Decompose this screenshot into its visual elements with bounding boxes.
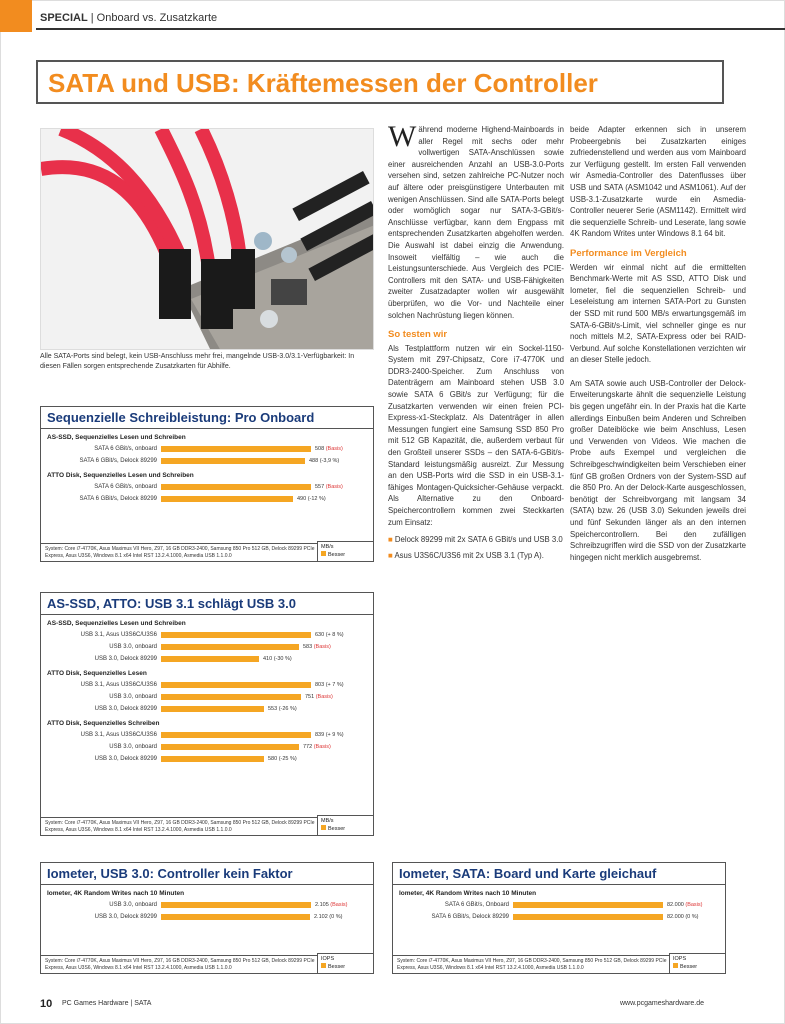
bar-label: USB 3.0, Delock 89299	[94, 756, 157, 762]
bar	[513, 914, 663, 920]
bar	[161, 756, 264, 762]
chart-group-label: Iometer, 4K Random Writes nach 10 Minuten	[399, 890, 537, 897]
chart-legend	[669, 953, 725, 973]
bar	[161, 706, 264, 712]
bar-value-label: 490 (-12 %)	[297, 496, 326, 502]
legend-better: Besser	[321, 551, 370, 559]
bar-value-label: 803 (+ 7 %)	[315, 682, 344, 688]
bar-label: SATA 6 GBit/s, Delock 89299	[79, 496, 157, 502]
chart-group-label: ATTO Disk, Sequenzielles Schreiben	[47, 720, 160, 727]
bar	[161, 496, 293, 502]
chart-group-label: AS-SSD, Sequenzielles Lesen und Schreiben	[47, 434, 186, 441]
bar-note: (Basis)	[328, 902, 348, 908]
chart-group-label: AS-SSD, Sequenzielles Lesen und Schreiben	[47, 620, 186, 627]
col3-paragraph-3: Am SATA sowie auch USB-Controller der Delock-Erweiterungskarte ähnlt die sequenzielle Leistung bis gegen ungefähr ein. In der Praxis hat die Karte allerdings Einbußen beim Anderen und Schreiben großer Dateiblöcke wie beim Anschluss, Lesen und Verwenden von Videos. Wie machen die Probe aufs Exempel und vergleichen die Schreibgeschwindigkeiten beim Verschieben einer fünf GB großen Ordners von der System-SSD auf die 850 Pro. An der Delock-Karte ausgeschlossen, benötigt der Schreibvorgang mit langsam 34 (SATA) bzw. 26 (USB 3.0) Sekunden jeweils drei und fünf Sekunden länger als an den internen Speichercontrollern. Bei den zufälligen Schreibzugriffen wird die SSD von der Zusatzkarte hingegen nicht merklich ausgebremst.	[570, 378, 746, 562]
col2-paragraph-2: Als Testplattform nutzen wir ein Sockel-1150-System mit Z97-Chipsatz, Core i7-4770K und DDR3-2400-Speicher. Zum Anschluss von Datenträgern am Mainboard stehen USB 3.0 sowie SATA 6 GBit/s zur Verfügung; für die Zusatzkarten verwenden wir einen freien PCI-Express-x1-Steckplatz. Als Datenträger in allen Messungen fungiert eine Samsung SSD 850 Pro mit 512 GB Kapazität, die, außerdem verbaut für den Großteil unserer SSDs – den SATA-6-GBit/s-Standard leistungsmäßig ausreizt. Zur Messung an den USB-Ports wird die SSD in ein USB-3.1-fähiges Montagen-Quicksicher-Gehäuse verpackt. Als Alternative zu den Onboard-Speichercontrollern kommen zwei Steckkarten zum Einsatz:	[388, 343, 564, 527]
article-title: SATA und USB: Kräftemessen der Controller	[48, 68, 598, 98]
body-column-2	[388, 120, 564, 561]
chart-row	[41, 753, 373, 765]
chart-title: Sequenzielle Schreibleistung: Pro Onboard	[41, 407, 373, 429]
bar	[161, 914, 310, 920]
legend-better: Besser	[321, 963, 370, 971]
chart-sequential-write	[40, 406, 374, 562]
legend-swatch	[321, 825, 326, 830]
subhead-test-setup: So testen wir	[388, 329, 448, 341]
col3-paragraph-2: Werden wir einmal nicht auf die ermittelten Benchmark-Werte mit AS SSD, ATTO Disk und Iometer, fiel die sequenziellen Schreib- und Leseleistung am internen SATA-Port zu Gunsten der SSD mit rund 500 MB/s erwartungsgemäß im SATA-6-GBit/s-Limit, viel schneller ginge es nur noch mittels M.2, SATA-Express oder bei RAID-Verbund. Auf solche Konstellationen verzichten wir an dieser Stelle jedoch.	[570, 262, 746, 365]
chart-title: Iometer, USB 3.0: Controller kein Faktor	[41, 863, 373, 885]
bar-value-label: 82.000 (Basis)	[667, 902, 703, 908]
bar-value-label: 583 (Basis)	[303, 644, 331, 650]
hero-photo	[40, 128, 374, 350]
chart-row	[41, 679, 373, 691]
legend-unit: MB/s	[321, 818, 334, 824]
chart-iometer-usb	[40, 862, 374, 974]
legend-better: Besser	[321, 825, 370, 833]
bar	[161, 458, 305, 464]
bar	[161, 644, 299, 650]
bar-value-label: 553 (-26 %)	[268, 706, 297, 712]
chart-row	[41, 481, 373, 493]
bar-note: (Basis)	[683, 902, 703, 908]
bar-value-label: 410 (-30 %)	[263, 656, 292, 662]
page-number: 10	[40, 998, 53, 1010]
chart-as-ssd-atto-usb	[40, 592, 374, 836]
bar-value-label: 488 (-3,9 %)	[309, 458, 340, 464]
chart-row	[41, 443, 373, 455]
bar-label: USB 3.1, Asus U3S6C/U3S6	[80, 632, 157, 638]
chart-row	[41, 493, 373, 505]
section-tab	[0, 0, 32, 32]
bullet-item-2: ■ Asus U3S6C/U3S6 mit 2x USB 3.1 (Typ A).	[388, 550, 544, 560]
bar	[161, 656, 259, 662]
bullet-icon: ■	[388, 550, 395, 560]
legend-better: Besser	[673, 963, 722, 971]
bar-value-label: 82.000 (0 %)	[667, 914, 699, 920]
bar	[161, 446, 311, 452]
footer-website[interactable]: www.pcgameshardware.de	[620, 1000, 705, 1007]
bar	[161, 484, 311, 490]
chart-row	[41, 899, 373, 911]
bar	[161, 682, 311, 688]
title-box	[36, 60, 724, 104]
bar-label: SATA 6 GBit/s, Onboard	[444, 902, 509, 908]
bar-note: (Basis)	[312, 744, 331, 750]
bar	[161, 902, 311, 908]
col3-paragraph-1: beide Adapter erkennen sich in unserem Probeergebnis bei Zusatzkarten einiges zufriedenstellend und werden aus vom Mainboard zur Verfügung gestellt. Im ersten Fall verwenden wir Asmedia-Controller des Datenflusses über USB und SATA (ASM1042 und ASM1061). Auf der USB-3.1-Zusatzkarte wurde ein Asmedia-Controller neuerer Serie (ASM1142). Ermittelt wird die sequenzielle Schreib- und Leserate, lang sowie 4K Random Writes unter Windows 8.1 64 bit.	[570, 125, 746, 239]
chart-footnote: System: Core i7-4770K, Asus Maximus VII Hero, Z97, 16 GB DDR3-2400, Samsung 850 Pro 512 GB, Delock 89299 PCIe Express, Asus U3S6, Windows 8.1 x64 Intel RST 13.2.4.1000, Asmedia USB 1.1.0.0	[41, 543, 319, 561]
legend-swatch	[321, 963, 326, 968]
chart-group-label: Iometer, 4K Random Writes nach 10 Minuten	[47, 890, 185, 897]
chart-row	[41, 629, 373, 641]
bar	[161, 732, 311, 738]
body-column-3	[570, 124, 746, 563]
bullet-icon: ■	[388, 535, 395, 545]
chart-title: Iometer, SATA: Board und Karte gleichauf	[393, 863, 725, 885]
chart-footnote: System: Core i7-4770K, Asus Maximus VII Hero, Z97, 16 GB DDR3-2400, Samsung 850 Pro 512 GB, Delock 89299 PCIe Express, Asus U3S6, Windows 8.1 x64 Intel RST 13.2.4.1000, Asmedia USB 1.1.0.0	[393, 955, 671, 973]
chart-row	[41, 455, 373, 467]
chart-row	[41, 641, 373, 653]
bar-label: USB 3.0, onboard	[109, 744, 157, 750]
chart-legend	[317, 815, 373, 835]
photo-caption: Alle SATA-Ports sind belegt, kein USB-Anschluss mehr frei, mangelnde USB-3.0/3.1-Verfügbarkeit: In diesen Fällen sorgen entsprechende Zusatzkarten für Abhilfe.	[40, 353, 355, 370]
bar-note: (Basis)	[324, 484, 343, 490]
bullet-item-1: ■ Delock 89299 mit 2x SATA 6 GBit/s und USB 3.0	[388, 535, 563, 545]
chart-row	[41, 691, 373, 703]
bar	[161, 744, 299, 750]
legend-unit: MB/s	[321, 544, 334, 550]
bar-label: SATA 6 GBit/s, Delock 89299	[79, 458, 157, 464]
bar-label: USB 3.0, Delock 89299	[94, 706, 157, 712]
chart-title: AS-SSD, ATTO: USB 3.1 schlägt USB 3.0	[41, 593, 373, 615]
bar-label: SATA 6 GBit/s, onboard	[94, 446, 157, 452]
bar-value-label: 508 (Basis)	[315, 446, 343, 452]
chart-row	[41, 653, 373, 665]
running-header: SPECIAL | Onboard vs. Zusatzkarte	[40, 12, 218, 24]
bar-label: USB 3.0, onboard	[109, 644, 157, 650]
legend-swatch	[321, 551, 326, 556]
chart-row	[41, 911, 373, 923]
col2-paragraph-1: ährend moderne Highend-Mainboards in aller Regel mit sechs oder mehr vollwertigen SATA-Anschlüssen sowie einer ausreichenden Anzahl an USB-3.0-Ports versehen sind, setzen zahlreiche PC-Nutzer noch auf ältere oder preisgünstigere Unterbauten mit wenigen Anschlüssen. Sind alle SATA-Ports belegt oder womöglich sogar nur SATA-3-GBit/s-Anschlüsse verfügbar, kann dem Engpass mit entsprechenden Zusatzkarten abgeholfen werden. Die Auswahl ist dabei einzig die Anwendung. Insoweit vielfältig – wie auch die Leistungsunterschiede. Aus Vergleich des PCIE-Controllers mit den SATA- und USB-Fähigkeiten zweiter Zusatzadapter wollen wir ausgewählt überprüfen, wo die Vor- und Nachteile einer solchen Nachrüstung liegen können.	[388, 125, 564, 320]
bar-label: USB 3.0, onboard	[109, 694, 157, 700]
chart-row	[41, 741, 373, 753]
bar-value-label: 751 (Basis)	[305, 694, 333, 700]
bar-value-label: 2.102 (0 %)	[314, 914, 343, 920]
chart-group-label: ATTO Disk, Sequenzielles Lesen und Schreiben	[47, 472, 194, 479]
subhead-performance: Performance im Vergleich	[570, 247, 687, 259]
chart-iometer-sata	[392, 862, 726, 974]
legend-unit: IOPS	[321, 956, 335, 962]
bar-label: USB 3.1, Asus U3S6C/U3S6	[80, 682, 157, 688]
chart-row	[41, 703, 373, 715]
chart-row	[393, 911, 725, 923]
legend-unit: IOPS	[673, 956, 687, 962]
bar-value-label: 2.105 (Basis)	[315, 902, 348, 908]
bar-note: (Basis)	[312, 644, 331, 650]
bar-value-label: 630 (+ 8 %)	[315, 632, 344, 638]
bar	[513, 902, 663, 908]
bar-value-label: 839 (+ 9 %)	[315, 732, 344, 738]
bar	[161, 694, 301, 700]
bar-label: SATA 6 GBit/s, onboard	[94, 484, 157, 490]
bar-value-label: 557 (Basis)	[315, 484, 343, 490]
bar-label: USB 3.1, Asus U3S6C/U3S6	[80, 732, 157, 738]
chart-group-label: ATTO Disk, Sequenzielles Lesen	[47, 670, 147, 677]
bar-value-label: 772 (Basis)	[303, 744, 331, 750]
bar-label: USB 3.0, Delock 89299	[94, 914, 157, 920]
footer-publication: PC Games Hardware | SATA	[62, 1000, 152, 1007]
chart-legend	[317, 541, 373, 561]
header-rule	[36, 28, 785, 30]
chart-row	[393, 899, 725, 911]
chart-legend	[317, 953, 373, 973]
bar-note: (Basis)	[314, 694, 333, 700]
bar-label: SATA 6 GBit/s, Delock 89299	[431, 914, 509, 920]
chart-row	[41, 729, 373, 741]
mainboard-photo-illustration	[41, 129, 374, 350]
bar-note: (Basis)	[324, 446, 343, 452]
chart-footnote: System: Core i7-4770K, Asus Maximus VII Hero, Z97, 16 GB DDR3-2400, Samsung 850 Pro 512 GB, Delock 89299 PCIe Express, Asus U3S6, Windows 8.1 x64 Intel RST 13.2.4.1000, Asmedia USB 1.1.0.0	[41, 955, 319, 973]
bar	[161, 632, 311, 638]
bar-value-label: 580 (-25 %)	[268, 756, 297, 762]
chart-footnote: System: Core i7-4770K, Asus Maximus VII Hero, Z97, 16 GB DDR3-2400, Samsung 850 Pro 512 GB, Delock 89299 PCIe Express, Asus U3S6, Windows 8.1 x64 Intel RST 13.2.4.1000, Asmedia USB 1.1.0.0	[41, 817, 319, 835]
bar-label: USB 3.0, onboard	[109, 902, 157, 908]
bar-label: USB 3.0, Delock 89299	[94, 656, 157, 662]
drop-cap: W	[388, 120, 417, 153]
legend-swatch	[673, 963, 678, 968]
